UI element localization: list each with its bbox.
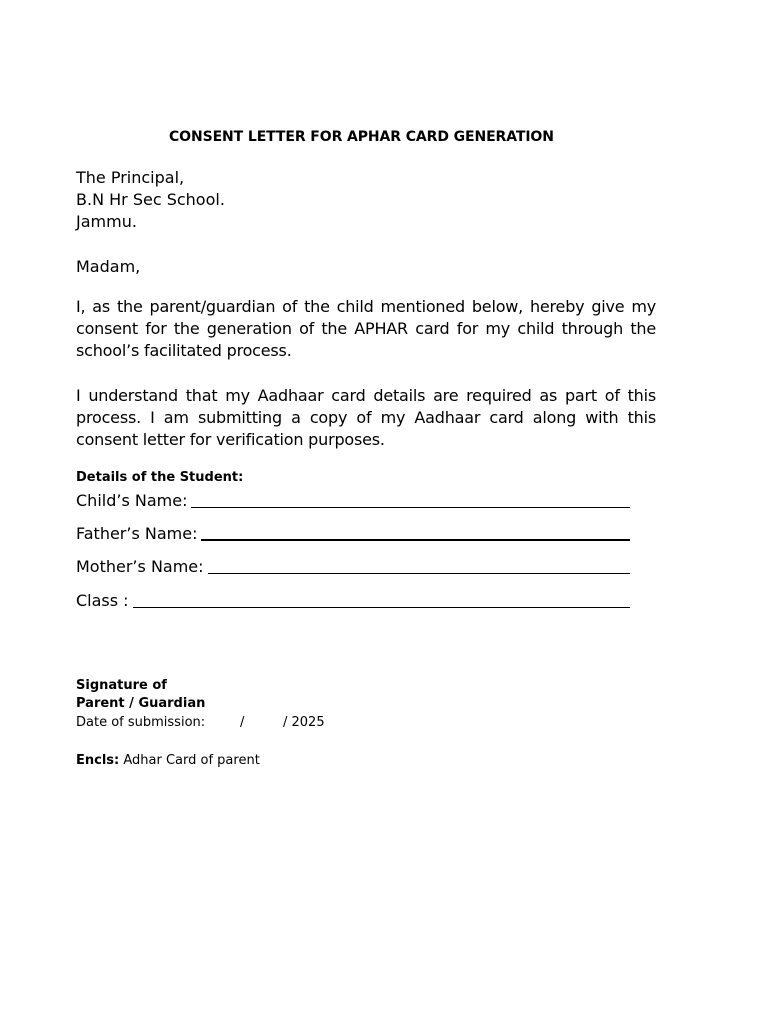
child-name-blank-line [191, 493, 630, 508]
date-year: / 2025 [283, 715, 325, 730]
letter-title: CONSENT LETTER FOR APHAR CARD GENERATION [169, 129, 554, 145]
enclosure-value: Adhar Card of parent [123, 753, 260, 768]
father-name-field [76, 521, 630, 543]
aadhaar-paragraph: I understand that my Aadhaar card details are required as part of this process. I am submitting a copy of my Aadhaar card along with this consent letter for verification purposes. [76, 386, 656, 449]
mother-name-blank-line [208, 559, 630, 574]
father-name-label: Father’s Name: [76, 524, 198, 543]
signature-line-2: Parent / Guardian [76, 696, 206, 711]
consent-letter-page [76, 0, 656, 1024]
mother-name-field [76, 554, 630, 576]
child-name-label: Child’s Name: [76, 491, 188, 510]
enclosure-label: Encls: [76, 753, 120, 768]
class-blank-line [133, 593, 630, 608]
class-label: Class : [76, 591, 129, 610]
address-line-3: Jammu. [76, 212, 137, 231]
signature-block [76, 677, 205, 713]
signature-line-1: Signature of [76, 678, 167, 693]
consent-paragraph: I, as the parent/guardian of the child mentioned below, hereby give my consent for the generation of the APHAR card for my child through the school’s facilitated process. [76, 297, 656, 360]
student-details-heading: Details of the Student: [76, 470, 244, 485]
father-name-blank-line [201, 525, 630, 541]
date-label: Date of submission: [76, 715, 206, 730]
date-separator: / [240, 715, 245, 730]
recipient-address [76, 167, 225, 233]
enclosure-line [76, 752, 260, 770]
salutation: Madam, [76, 257, 141, 276]
class-field [76, 588, 630, 610]
address-line-2: B.N Hr Sec School. [76, 190, 225, 209]
child-name-field [76, 488, 630, 510]
mother-name-label: Mother’s Name: [76, 557, 204, 576]
address-line-1: The Principal, [76, 168, 185, 187]
date-of-submission [76, 714, 325, 732]
